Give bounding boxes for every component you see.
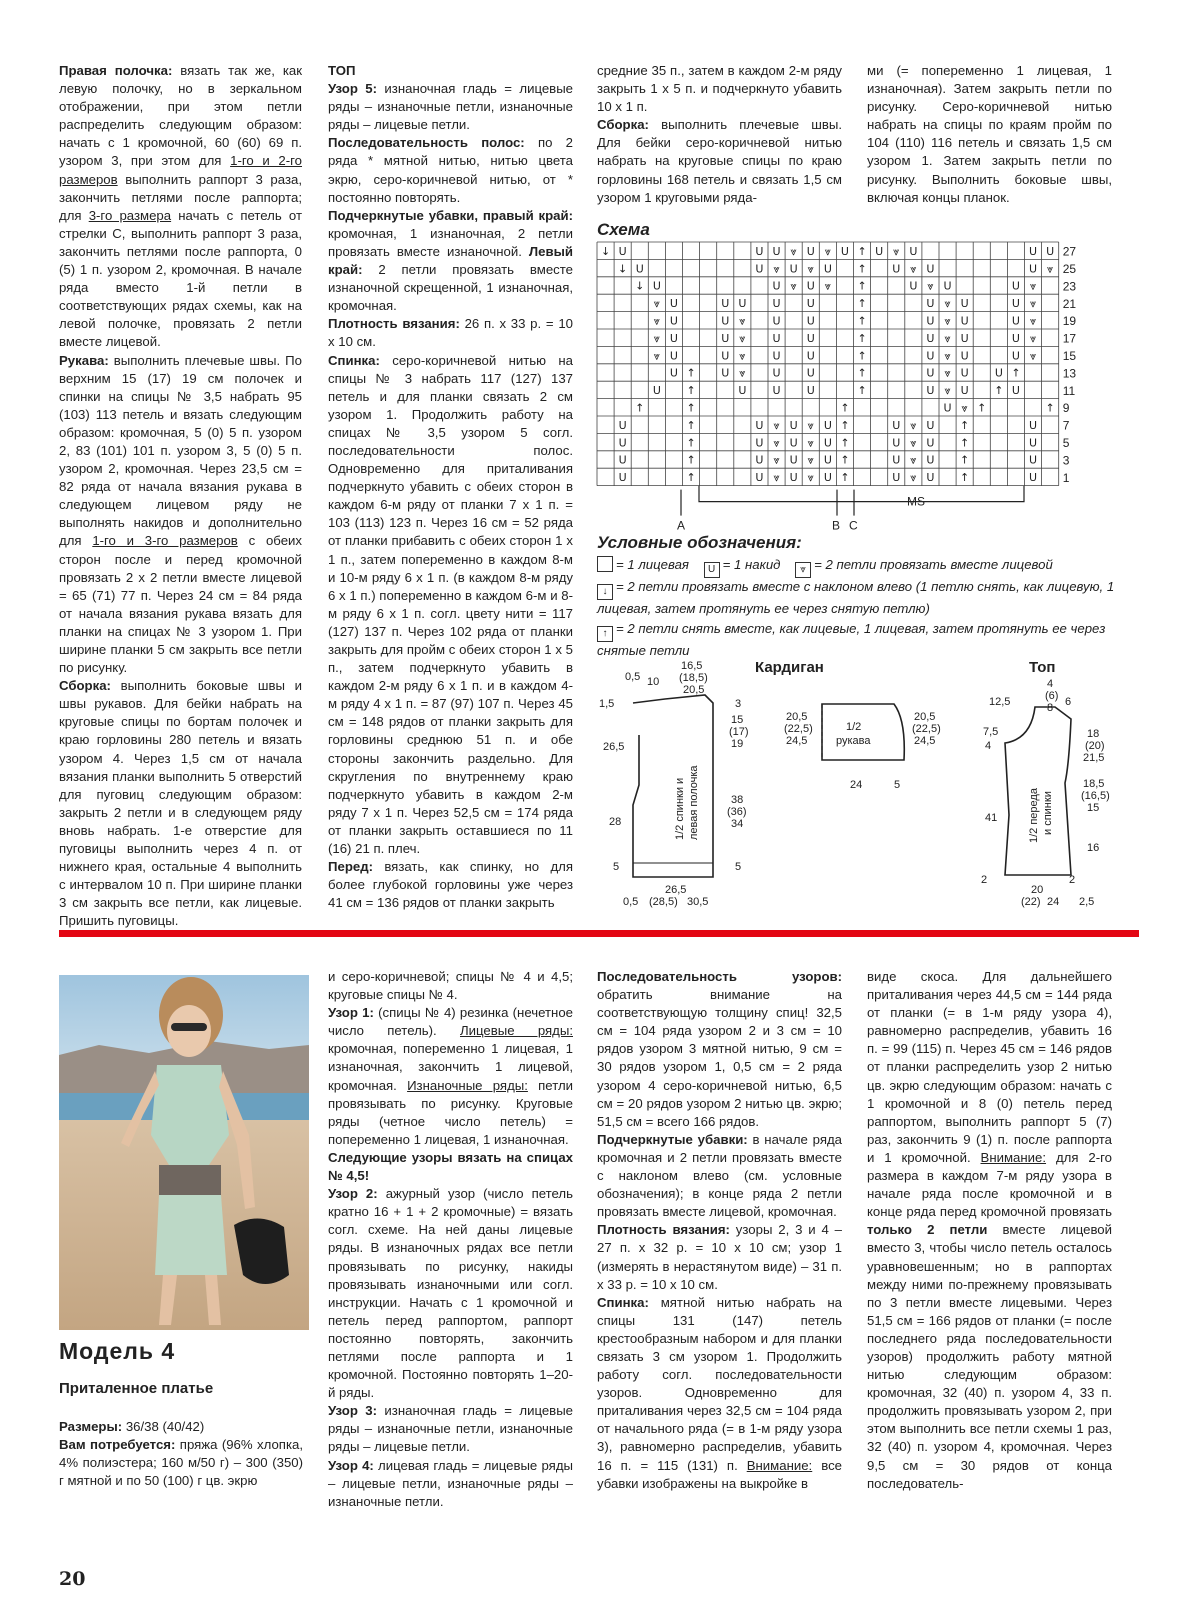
chart-symbol: ↑ <box>840 436 850 450</box>
chart-symbol: U <box>943 279 952 293</box>
top-schematic <box>975 655 1125 910</box>
chart-symbol: ⩔ <box>1029 331 1037 345</box>
chart-symbol: ↑ <box>857 384 867 398</box>
svg-text:(6): (6) <box>1045 690 1059 702</box>
chart-symbol: ↑ <box>857 366 867 380</box>
chart-symbol: U <box>755 436 764 450</box>
chart-symbol: U <box>806 366 815 380</box>
text-column-4-top: ми (= попеременно 1 лицевая, 1 изнаночная). Затем закрыть петли по рисунку. Серо-коричневой нитью набрать на спицы по краям пройм по 104 (110) 116 петель и связать 1,5 см узором 1. Затем закрыть петли по рисунку. Выполнить боковые швы, включая концы планок. <box>867 63 1112 205</box>
chart-symbol: ↑ <box>686 366 696 380</box>
chart-symbol: ⩔ <box>944 297 951 311</box>
paragraph-assembly: Сборка: выполнить боковые швы и швы рукавов. Для бейки набрать на круговые спицы по бортам полочек и краю горловины 280 петель и вязать узором 4. Через 1,5 см от начала вязания планки выполнить 5 отверстий для пуговиц следующим образом: закрыть 2 петли и в следующем ряду вновь набрать. 1-е отверстие для пуговицы выполнить через 4 п. от нижнего края, остальные 4 выполнить с интервалом 10 п. При ширине планки 3 см закрыть все петли, как лицевые. Пришить пуговицы. <box>59 678 302 929</box>
paragraph-gauge: Плотность вязания: 26 п. x 33 р. = 10 x 10 см. <box>328 316 573 350</box>
chart-symbol: U <box>926 349 935 363</box>
chart-symbol: U <box>823 436 832 450</box>
ssk-icon: ↓ <box>597 584 613 600</box>
chart-symbol: ⩔ <box>807 262 814 276</box>
svg-text:30,5: 30,5 <box>687 896 709 908</box>
chart-symbol: U <box>721 331 730 345</box>
svg-text:(20): (20) <box>1085 740 1105 752</box>
chart-symbol: U <box>1011 349 1020 363</box>
chart-symbol: U <box>618 471 627 485</box>
chart-symbol: ↑ <box>960 471 970 485</box>
page-number: 20 <box>59 1568 86 1590</box>
chart-symbol: ⩔ <box>910 418 917 432</box>
label-c: C <box>849 518 858 533</box>
ms-bracket <box>699 486 1024 502</box>
svg-text:20,5: 20,5 <box>786 711 808 723</box>
text-column-2 <box>328 62 573 912</box>
row-number: 7 <box>1062 418 1070 433</box>
svg-text:8: 8 <box>1047 702 1054 714</box>
svg-text:2,5: 2,5 <box>1079 896 1095 908</box>
chart-symbol: ↑ <box>960 453 970 467</box>
chart-symbol: U <box>943 401 952 415</box>
text-column-1 <box>59 62 302 931</box>
chart-symbol: U <box>1011 279 1020 293</box>
chart-symbol: U <box>926 384 935 398</box>
legend-row-3: ↑ = 2 петли снять вместе, как лицевые, 1 лицевая, затем протянуть ее через снятые петли <box>597 621 1106 658</box>
svg-text:24: 24 <box>850 779 863 791</box>
chart-symbol: U <box>755 262 764 276</box>
chart-symbol: ⩔ <box>790 244 797 258</box>
chart-symbol: ⩔ <box>910 453 917 467</box>
svg-text:4: 4 <box>985 740 992 752</box>
svg-text:38: 38 <box>731 794 744 806</box>
chart-symbol: U <box>960 384 969 398</box>
text-column-2-bottom: и серо-коричневой; спицы № 4 и 4,5; круговые спицы № 4. Узор 1: (спицы № 4) резинка (нечетное число петель). Лицевые ряды: кромочная, попеременно 1 лицевая, 1 изнаночная, закончить 1 лицевой, кромочная. Изнаночные ряды: петли провязывать по рисунку. Круговые ряды (четное число петель) = попеременно 1 лицевая, 1 изнаночная. Следующие узоры вязать на спицах № 4,5! Узор 2: ажурный узор (число петель кратно 16 + 1 + 2 кромочные) = вязать согл. схеме. На ней даны лицевые ряды. В изнаночных рядах все петли провязывать по рисунку, накиды провязывать изнаночными или согл. инструкции. Начать с 1 кромочной и петель перед раппортом, раппорт постоянно повторять, закончить петлями после раппорта и 1 кромочной. Постоянно повторять 1–20-й ряды. Узор 3: изнаночная гладь = лицевые ряды – изнаночные петли, изнаночные ряды – лицевые петли. Узор 4: лицевая гладь = лицевые ряды – лицевые петли, изнаночные ряды – изнаночные петли. <box>328 969 574 1509</box>
svg-text:(17): (17) <box>729 726 749 738</box>
chart-symbol: U <box>1011 331 1020 345</box>
svg-text:1/2: 1/2 <box>846 721 862 733</box>
chart-symbol: U <box>618 418 627 432</box>
chart-symbol: U <box>806 279 815 293</box>
legend-row-2: ↓ = 2 петли провязать вместе с наклоном влево (1 петлю снять, как лицевую, 1 лицевая, затем протянуть ее через снятую петлю) <box>597 579 1115 616</box>
paragraph-pattern-5: Узор 5: изнаночная гладь = лицевые ряды – изнаночные петли, изнаночные ряды – лицевые петли. <box>328 81 574 133</box>
svg-text:15: 15 <box>731 714 744 726</box>
chart-symbol: ⩔ <box>653 297 660 311</box>
chart-symbol: ⩔ <box>739 314 746 328</box>
chart-symbol: U <box>926 453 935 467</box>
chart-symbol: U <box>618 244 627 258</box>
row-number: 15 <box>1062 348 1077 363</box>
chart-symbol: U <box>806 297 815 311</box>
chart-symbol: ⩔ <box>653 349 660 363</box>
chart-symbol: ⩔ <box>1029 279 1037 293</box>
svg-text:4: 4 <box>1047 678 1054 690</box>
chart-symbol: ↑ <box>857 297 867 311</box>
chart-symbol: U <box>789 436 798 450</box>
chart-symbol: ⩔ <box>739 349 746 363</box>
chart-symbol: U <box>652 279 661 293</box>
chart-symbol: U <box>721 297 730 311</box>
chart-symbol: ↑ <box>840 471 850 485</box>
chart-symbol: U <box>926 418 935 432</box>
chart-symbol: U <box>806 244 815 258</box>
chart-symbol: ↑ <box>857 244 867 258</box>
chart-symbol: U <box>669 349 678 363</box>
svg-text:(28,5): (28,5) <box>649 896 678 908</box>
chart-symbol: U <box>926 331 935 345</box>
svg-text:26,5: 26,5 <box>665 884 687 896</box>
svg-text:1/2 переда: 1/2 переда <box>1028 788 1040 843</box>
chart-symbol: ↑ <box>1011 366 1021 380</box>
svg-text:12,5: 12,5 <box>989 696 1011 708</box>
chart-symbol: U <box>1011 384 1020 398</box>
chart-symbol: ↑ <box>686 384 696 398</box>
chart-symbol: U <box>892 453 901 467</box>
chart-symbol: U <box>1029 418 1038 432</box>
chart-symbol: ⩔ <box>773 262 780 276</box>
chart-symbol: U <box>772 314 781 328</box>
chart-symbol: U <box>806 384 815 398</box>
chart-symbol: ⩔ <box>653 314 660 328</box>
row-number: 5 <box>1062 435 1070 450</box>
paragraph-right-front: Правая полочка: вязать так же, как левую полочку, но в зеркальном отображении, при этом петли распределить следующим образом: начать с 1 кромочной, 60 (60) 69 п. узором 3, при этом для 1-го и 2-го размеров выполнить раппорт 3 раза, закончить петлями после раппорта; для 3-го размера начать с петель от стрелки С, выполнить раппорт 3 раза, закончить петлями после раппорта, 0 (5) 1 п. узором 2, кромочная. В начале ряда вместо 1-й петли в соответствующих рядах схемы, как на левой полочке, провязать 2 петли вместе лицевой. <box>59 63 303 350</box>
chart-symbol: U <box>772 244 781 258</box>
svg-text:20,5: 20,5 <box>683 684 705 696</box>
paragraph-back: Спинка: серо-коричневой нитью на спицы № 3 набрать 117 (127) 137 петель и для планки связать 2 см узором 1. Продолжить работу на спицах № 3,5 узором 5 согл. последовательности полос. Одновременно для приталивания подчеркнуто убавить с обеих сторон в каждом 6-м ряду от планки 7 х 1 п. = 103 (113) 123 п. Через 16 см = 52 ряда от планки прибавить с обеих сторон 1 х 1 п., затем попеременно в каждом 8-м и 10-м ряду 6 х 1 п. (в каждом 8-м ряду 6 х 1 п.) попеременно в каждом 6-м и 8-м ряду 6 х 1 п. согл. цвету нити = 117 (127) 137 п. Через 102 ряда от планки закрыть для пройм с обеих сторон 1 х 5 п., затем подчеркнуто убавить в каждом 2-м ряду 6 х 1 п. и в каждом 4-м ряду 4 х 1 п. = 87 (97) 107 п. Через 45 см = 148 рядов от планки закрыть для горловины среднюю 51 п. и обе стороны закончить раздельно. Для скругления по внутреннему краю подчеркнуто убавить в каждом 2-м ряду 7 х 1 п. Через 52,5 см = 174 ряда от планки закрыть оставшиеся по 11 (16) 21 п. плеч. <box>328 352 573 857</box>
chart-symbol: U <box>960 349 969 363</box>
legend <box>597 556 1117 660</box>
chart-symbol: ⩔ <box>807 453 814 467</box>
chart-symbol: U <box>772 279 781 293</box>
legend-title: Условные обозначения: <box>597 533 802 552</box>
svg-text:2: 2 <box>981 874 988 886</box>
chart-symbol: ⩔ <box>653 331 660 345</box>
chart-symbol: ↑ <box>1045 401 1055 415</box>
label-a: A <box>677 518 686 533</box>
svg-text:41: 41 <box>985 812 998 824</box>
row-number: 21 <box>1062 296 1077 311</box>
paragraph-sleeves: Рукава: выполнить плечевые швы. По верхним 15 (17) 19 см полочек и спинки на спицы № 3,5 набрать 95 (103) 113 петель и вязать следующим образом: кромочная, 5 (0) 5 п. узором 2, 83 (101) 101 п. узором 3, 5 (0) 5 п. узором 2, кромочная. Через 23,5 см = 82 ряда от начала вязания рукава в следующем лицевом ряду не выполнять накидов и дополнительно для 1-го и 3-го размеров с обеих сторон после и перед кромочной провязать 2 х 2 петли вместе лицевой = 65 (71) 77 п. Через 24 см = 84 ряда от начала вязания рукава вязать для планки на спицах № 3 узором 1. При ширине планки 5 см закрыть все петли по рисунку. <box>59 352 302 676</box>
svg-text:20: 20 <box>1031 884 1044 896</box>
text-column-3-top: средние 35 п., затем в каждом 2-м ряду закрыть 1 х 5 п. и подчеркнуто убавить 10 х 1 п. Сборка: выполнить плечевые швы. Для бейки серо-коричневой нитью набрать на круговые спицы по краю горловины 168 петель и связать 1,5 см узором 1 круговыми ряда- <box>597 63 842 205</box>
row-number: 23 <box>1062 279 1077 294</box>
svg-text:(18,5): (18,5) <box>679 672 708 684</box>
chart-symbol: ↑ <box>960 418 970 432</box>
chart-symbol: ⩔ <box>773 418 780 432</box>
chart-symbol: U <box>789 471 798 485</box>
model-requirements: Размеры: 36/38 (40/42) Вам потребуется: пряжа (96% хлопка, 4% полиэстера; 160 м/50 г) – 300 (350) г мятной и по 50 (100) г цв. экрю <box>59 1419 304 1489</box>
chart-symbol: ↑ <box>840 401 850 415</box>
text-column-4-bottom: виде скоса. Для дальнейшего приталивания через 44,5 см = 144 ряда от планки (= в 1-м ряду узора 4), равномерно распределив, убавить 16 п. = 99 (115) п. Через 45 см = 146 рядов от планки распределить узор 2 нитью цв. экрю следующим образом: начать с 1 кромочной и 8 (0) петель перед раппортом, выполнить раппорт 5 (7) раз, закончить 9 (1) п. после раппорта и 1 кромочной. Внимание: для 2-го размера в каждом 7-м ряду узора в начале ряда после кромочной и в конце ряда перед кромочной провязать только 2 петли вместе лицевой вместо 3, чтобы число петель осталось уравновешенным; но в раппортах между ними по-прежнему провязывать по 3 петли вместе лицевыми. Через 51,5 см = 166 рядов от планки (= после последнего ряда последовательности узоров) продолжить работу мятной нитью следующим образом: кромочная, 32 (40) п. узором 4, 33 п. продолжить провязывать узором 2, при этом выполнить все петли схемы 1 раз, 32 (40) п. узором 4, кромочная. Через 9,5 см = 30 рядов от конца последователь- <box>867 969 1112 1491</box>
chart-symbol: ↓ <box>635 279 645 293</box>
chart-symbol: ⩔ <box>944 349 951 363</box>
chart-symbol: ⩔ <box>1029 349 1037 363</box>
chart-symbol: U <box>1029 471 1038 485</box>
chart-symbol: ⩔ <box>893 244 900 258</box>
chart-symbol: ↑ <box>686 471 696 485</box>
chart-symbol: U <box>669 366 678 380</box>
chart-symbol: U <box>892 262 901 276</box>
model-photo <box>59 975 309 1330</box>
chart-symbol: ↑ <box>857 262 867 276</box>
svg-text:левая полочка: левая полочка <box>688 765 700 840</box>
paragraph-front: Перед: вязать, как спинку, но для более глубокой горловины уже через 41 см = 136 рядов от планки закрыть <box>328 859 573 911</box>
chart-symbol: U <box>738 297 747 311</box>
k2tog-icon: ⩔ <box>795 562 811 578</box>
svg-text:(22,5): (22,5) <box>912 723 941 735</box>
top-title: Топ <box>1029 659 1056 676</box>
chart-symbol: U <box>892 471 901 485</box>
cardigan-title: Кардиган <box>755 659 824 676</box>
chart-symbol: U <box>994 366 1003 380</box>
chart-symbol: U <box>960 314 969 328</box>
chart-symbol: U <box>669 297 678 311</box>
chart-symbol: U <box>926 471 935 485</box>
svg-text:24,5: 24,5 <box>914 735 936 747</box>
svg-text:5: 5 <box>894 779 901 791</box>
svg-text:24,5: 24,5 <box>786 735 808 747</box>
chart-symbol: U <box>806 349 815 363</box>
svg-text:1,5: 1,5 <box>599 698 615 710</box>
svg-text:(22): (22) <box>1021 896 1041 908</box>
svg-text:7,5: 7,5 <box>983 726 999 738</box>
chart-symbol: ↑ <box>977 401 987 415</box>
svg-text:15: 15 <box>1087 802 1100 814</box>
chart-symbol: U <box>840 244 849 258</box>
svg-text:1/2 спинки и: 1/2 спинки и <box>674 777 686 840</box>
chart-symbol: U <box>789 453 798 467</box>
chart-symbol: U <box>823 262 832 276</box>
svg-text:19: 19 <box>731 738 744 750</box>
paragraph-stripes: Последовательность полос: по 2 ряда * мятной нитью, нитью цвета экрю, серо-коричневой нитью, от * постоянно повторять. <box>328 135 573 205</box>
yarn-over-icon: U <box>704 562 720 578</box>
chart-symbol: U <box>892 418 901 432</box>
chart-symbol: ⩔ <box>773 453 780 467</box>
chart-symbol: U <box>960 366 969 380</box>
chart-symbol: ↑ <box>857 349 867 363</box>
scheme-title: Схема <box>597 220 650 239</box>
svg-text:18,5: 18,5 <box>1083 778 1105 790</box>
chart-symbol: U <box>1029 436 1038 450</box>
chart-symbol: U <box>721 366 730 380</box>
chart-symbol: U <box>772 349 781 363</box>
svg-text:16: 16 <box>1087 842 1100 854</box>
chart-symbol: ⩔ <box>944 314 951 328</box>
chart-symbol: U <box>823 418 832 432</box>
chart-symbol: U <box>755 418 764 432</box>
chart-symbol: ⩔ <box>773 436 780 450</box>
chart-symbol: ↑ <box>686 418 696 432</box>
row-number: 9 <box>1062 401 1070 416</box>
chart-symbol: ⩔ <box>824 279 831 293</box>
chart-symbol: ↑ <box>994 384 1004 398</box>
chart-symbol: U <box>1029 453 1038 467</box>
svg-text:21,5: 21,5 <box>1083 752 1105 764</box>
chart-symbol: ⩔ <box>773 471 780 485</box>
knitting-chart <box>597 242 1127 533</box>
svg-text:24: 24 <box>1047 896 1060 908</box>
section-divider <box>59 930 1139 937</box>
chart-symbol: ↑ <box>857 279 867 293</box>
chart-symbol: U <box>652 384 661 398</box>
chart-symbol: ↑ <box>857 314 867 328</box>
svg-text:(16,5): (16,5) <box>1081 790 1110 802</box>
chart-symbol: ↑ <box>960 436 970 450</box>
chart-symbol: ↑ <box>686 401 696 415</box>
cdd-icon: ↑ <box>597 626 613 642</box>
svg-text:26,5: 26,5 <box>603 741 625 753</box>
svg-text:6: 6 <box>1065 696 1072 708</box>
svg-text:(36): (36) <box>727 806 747 818</box>
chart-symbol: ⩔ <box>927 279 934 293</box>
chart-symbol: U <box>738 384 747 398</box>
chart-symbol: U <box>789 418 798 432</box>
svg-text:10: 10 <box>647 676 660 688</box>
svg-text:5: 5 <box>735 861 742 873</box>
chart-symbol: U <box>755 471 764 485</box>
chart-symbol: ↑ <box>857 331 867 345</box>
svg-text:3: 3 <box>735 698 742 710</box>
chart-symbol: ⩔ <box>961 401 968 415</box>
row-number: 3 <box>1062 453 1070 468</box>
chart-symbol: ⩔ <box>790 279 797 293</box>
row-number: 19 <box>1062 314 1077 329</box>
svg-text:2: 2 <box>1069 874 1076 886</box>
chart-symbol: ↑ <box>840 418 850 432</box>
chart-symbol: ⩔ <box>910 436 917 450</box>
chart-symbol: ↑ <box>686 436 696 450</box>
model-subtitle: Приталенное платье <box>59 1380 214 1397</box>
label-b: B <box>832 518 841 533</box>
label-ms: MS <box>907 494 925 509</box>
chart-symbol: U <box>772 297 781 311</box>
chart-symbol: ⩔ <box>944 366 951 380</box>
chart-symbol: ⩔ <box>944 384 951 398</box>
chart-symbol: U <box>772 384 781 398</box>
chart-symbol: U <box>721 349 730 363</box>
row-number: 27 <box>1062 244 1077 259</box>
svg-text:и спинки: и спинки <box>1042 791 1054 835</box>
chart-symbol: U <box>806 314 815 328</box>
chart-symbol: U <box>806 331 815 345</box>
chart-symbol: U <box>669 314 678 328</box>
chart-symbol: ⩔ <box>824 244 831 258</box>
chart-symbol: U <box>772 366 781 380</box>
row-number: 1 <box>1062 470 1070 485</box>
chart-symbol: U <box>926 314 935 328</box>
sleeve-schematic <box>782 690 952 800</box>
chart-symbol: ⩔ <box>910 471 917 485</box>
svg-text:18: 18 <box>1087 728 1100 740</box>
row-number: 17 <box>1062 331 1077 346</box>
svg-text:28: 28 <box>609 816 622 828</box>
chart-symbol: U <box>823 471 832 485</box>
chart-symbol: ⩔ <box>739 331 746 345</box>
chart-symbol: U <box>875 244 884 258</box>
paragraph-decreases: Подчеркнутые убавки, правый край: кромочная, 1 изнаночная, 2 петли провязать вместе изнаночной. Левый край: 2 петли провязать вместе изнаночной скрещенной, 1 изнаночная, кромочная. <box>328 207 573 314</box>
svg-text:5: 5 <box>613 861 620 873</box>
chart-symbol: U <box>909 244 918 258</box>
chart-symbol: U <box>669 331 678 345</box>
text-column-3-bottom: Последовательность узоров: обратить внимание на соответствующую толщину спиц! 32,5 см = 104 ряда узором 2 и 3 см = 10 рядов узором 3 мятной нитью, 9 см = 30 рядов узором 1, 0,5 см = 2 ряда узором 4 серо-коричневой нитью, 6,5 см = 20 рядов узором 2 нитью цв. экрю; 51,5 см = всего 166 рядов. Подчеркнутые убавки: в начале ряда кромочная и 2 петли провязать вместе с наклоном влево (см. условные обозначения); в конце ряда 2 петли провязать вместе лицевой, кромочная. Плотность вязания: узоры 2, 3 и 4 – 27 п. x 32 р. = 10 x 10 см; узор 1 (измерять в нерастянутом виде) – 31 п. x 33 р. = 10 x 10 см. Спинка: мятной нитью набрать на спицы 131 (147) петель крестообразным набором и для планки связать 3 см узором 1. Продолжить работу согл. последовательности узоров. Одновременно для приталивания через 32,5 см = 104 ряда от начального ряда (= в 1-м ряду узора 3), равномерно распределив, убавить 16 п. = 115 (131) п. Внимание: все убавки изображены на выкройке в <box>597 969 843 1491</box>
chart-symbol: ⩔ <box>1029 297 1037 311</box>
section-heading-top: ТОП <box>328 63 356 78</box>
chart-symbol: U <box>755 244 764 258</box>
row-number: 25 <box>1062 261 1077 276</box>
model-title: Модель 4 <box>59 1338 176 1364</box>
chart-symbol: U <box>1011 314 1020 328</box>
chart-symbol: ↑ <box>686 453 696 467</box>
chart-symbol: U <box>909 279 918 293</box>
row-number: 11 <box>1062 383 1076 398</box>
chart-symbol: ⩔ <box>807 471 814 485</box>
chart-symbol: U <box>1029 262 1038 276</box>
chart-symbol: U <box>635 262 644 276</box>
legend-row-1: = 1 лицевая U = 1 накид ⩔ = 2 петли провязать вместе лицевой <box>597 556 1117 578</box>
chart-symbol: U <box>1046 244 1055 258</box>
chart-symbol: ⩔ <box>739 366 746 380</box>
svg-text:16,5: 16,5 <box>681 660 703 672</box>
chart-symbol: U <box>926 436 935 450</box>
chart-symbol: U <box>772 331 781 345</box>
chart-symbol: U <box>721 314 730 328</box>
svg-text:(22,5): (22,5) <box>784 723 813 735</box>
chart-symbol: U <box>823 453 832 467</box>
svg-text:34: 34 <box>731 818 744 830</box>
chart-symbol: U <box>755 453 764 467</box>
chart-symbol: U <box>960 297 969 311</box>
chart-symbol: ⩔ <box>944 331 951 345</box>
chart-symbol: ↑ <box>840 453 850 467</box>
chart-symbol: ⩔ <box>910 262 917 276</box>
chart-symbol: U <box>618 453 627 467</box>
chart-symbol: U <box>618 436 627 450</box>
chart-symbol: ↓ <box>618 262 628 276</box>
chart-symbol: U <box>926 297 935 311</box>
svg-text:0,5: 0,5 <box>623 896 639 908</box>
chart-symbol: U <box>926 262 935 276</box>
chart-symbol: ↓ <box>600 244 611 258</box>
row-number: 13 <box>1062 366 1077 381</box>
chart-symbol: U <box>789 262 798 276</box>
svg-text:0,5: 0,5 <box>625 671 641 683</box>
chart-symbol: ↑ <box>635 401 645 415</box>
chart-symbol: U <box>1011 297 1020 311</box>
chart-symbol: U <box>960 331 969 345</box>
chart-symbol: ⩔ <box>807 418 814 432</box>
chart-symbol: ⩔ <box>1029 314 1037 328</box>
svg-text:рукава: рукава <box>836 735 871 747</box>
chart-symbol: U <box>926 366 935 380</box>
chart-symbol: ⩔ <box>807 436 814 450</box>
chart-symbol: ⩔ <box>1047 262 1054 276</box>
empty-box-icon <box>597 556 613 572</box>
chart-symbol: U <box>1029 244 1038 258</box>
svg-text:20,5: 20,5 <box>914 711 936 723</box>
chart-symbol: U <box>892 436 901 450</box>
